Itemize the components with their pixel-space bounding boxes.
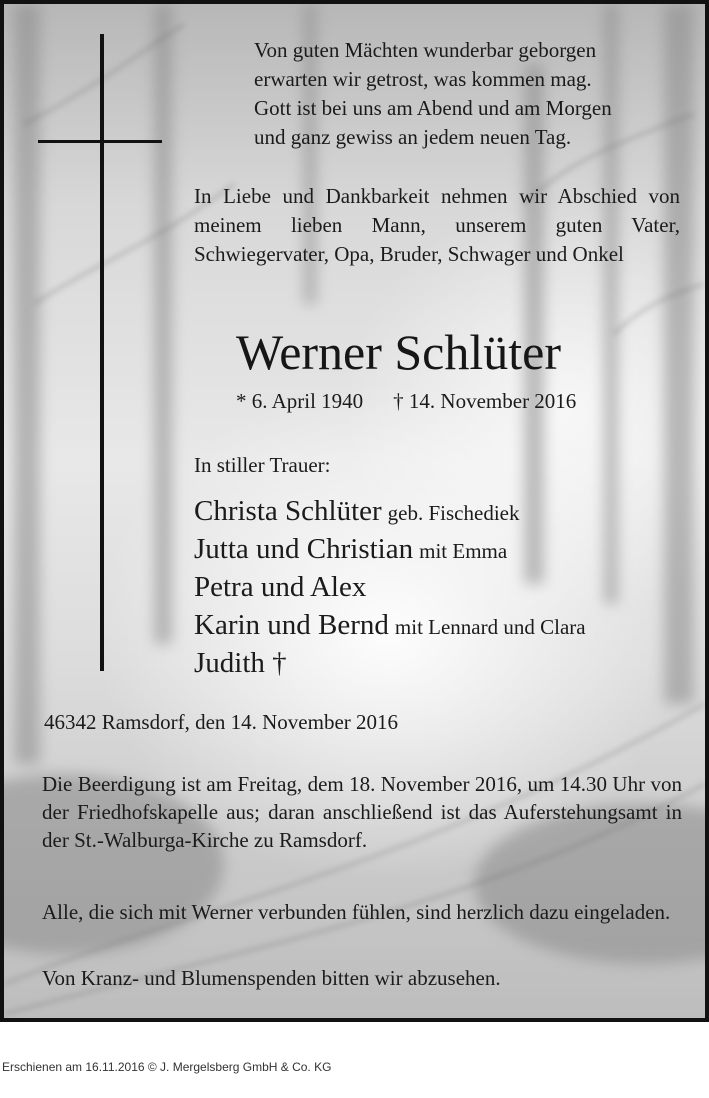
mourner-entry — [194, 606, 586, 644]
poem-line: Gott ist bei uns am Abend und am Morgen — [254, 96, 612, 120]
mourner-name: Judith † — [194, 647, 287, 679]
mourner-name: Petra und Alex — [194, 571, 367, 603]
intro-text: In Liebe und Dankbarkeit nehmen wir Abschied von meinem lieben Mann, unserem guten Vater, Schwiegervater, Opa, Bruder, Schwager und Onkel — [194, 184, 680, 266]
mourner-entry — [194, 644, 586, 682]
poem-line: und ganz gewiss an jedem neuen Tag. — [254, 125, 572, 149]
poem-line: erwarten wir getrost, was kommen mag. — [254, 67, 592, 91]
place-date: 46342 Ramsdorf, den 14. November 2016 — [44, 710, 399, 734]
cross-horizontal-bar — [38, 140, 162, 143]
poem — [254, 36, 612, 152]
mourner-name: Christa Schlüter — [194, 495, 382, 527]
poem-line: Von guten Mächten wunderbar geborgen — [254, 38, 597, 62]
mourner-extra: mit Emma — [419, 539, 508, 563]
mourning-label: In stiller Trauer: — [194, 453, 331, 477]
mourner-entry — [194, 492, 586, 530]
cross-vertical-bar — [100, 34, 104, 671]
mourner-entry — [194, 568, 586, 606]
mourner-entry — [194, 530, 586, 568]
mourner-name: Karin und Bernd — [194, 609, 389, 641]
death-date: † 14. November 2016 — [393, 389, 577, 413]
mourners-list — [194, 492, 586, 682]
funeral-details: Die Beerdigung ist am Freitag, dem 18. November 2016, um 14.30 Uhr von der Friedhofskapelle aus; daran anschließend ist das Auferstehungsamt in der St.-Walburga-Kirche zu Ramsdorf. — [42, 772, 682, 852]
mourner-extra: geb. Fischediek — [387, 501, 520, 525]
birth-date: * 6. April 1940 — [236, 389, 364, 413]
publication-footer: Erschienen am 16.11.2016 © J. Mergelsberg GmbH & Co. KG — [2, 1060, 332, 1074]
life-dates — [236, 389, 576, 414]
mourner-extra: mit Lennard und Clara — [394, 615, 586, 639]
deceased-name: Werner Schlüter — [236, 324, 561, 380]
mourner-name: Jutta und Christian — [194, 533, 414, 565]
flowers-request: Von Kranz- und Blumenspenden bitten wir abzusehen. — [42, 966, 501, 990]
invitation-text: Alle, die sich mit Werner verbunden fühlen, sind herzlich dazu eingeladen. — [42, 900, 671, 924]
